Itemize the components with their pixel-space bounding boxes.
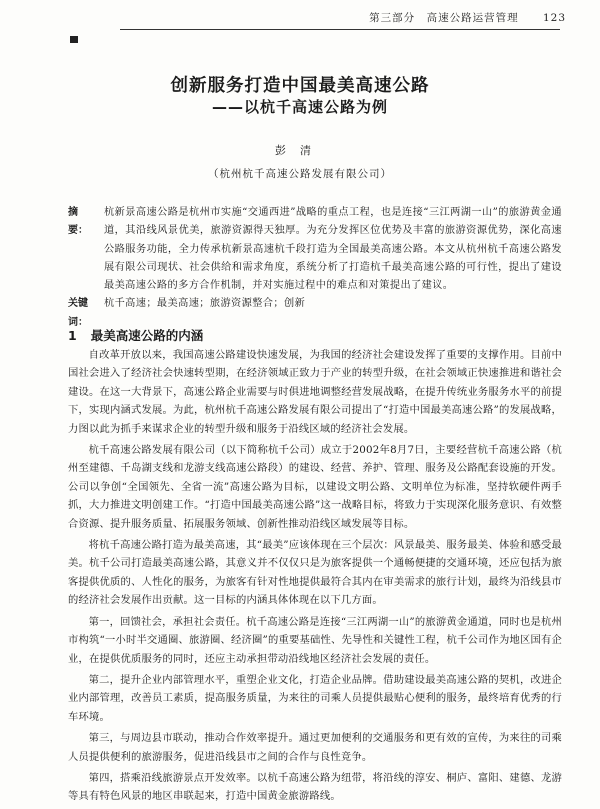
- paragraph: 第三，与周边县市联动，推动合作效率提升。通过更加便利的交通服务和更有效的宣传，为来往的司乘人员提供便利的旅游服务，促进沿线县市之间的合作与良性竞争。: [68, 732, 562, 763]
- running-head-part: 第三部分 高速公路运营管理: [369, 12, 519, 24]
- page-number: 123: [542, 12, 566, 24]
- section-title: 最美高速公路的内涵: [90, 328, 204, 343]
- paper-title: 创新服务打造中国最美高速公路: [170, 76, 430, 96]
- paragraph: 自改革开放以来，我国高速公路建设快速发展，为我国的经济社会建设发挥了重要的支撑作用。目前中国社会进入了经济社会快速转型期，在经济领域正致力于产业的转型升级，在社会领域正快速推进和谐社会建设。在这一大背景下，高速公路企业需要与时俱进地调整经营发展战略，在提升传统业务服务水平的前提下，实现内涵式发展。为此，杭州杭千高速公路发展有限公司提出了“打造中国最美高速公路”的发展战略，力图以此为抓手来谋求企业的转型升级和服务于沿线区域的经济社会发展。: [68, 349, 562, 435]
- keywords-text: 杭千高速；最美高速；旅游资源整合；创新: [104, 298, 306, 310]
- author: 彭清: [275, 144, 325, 157]
- paper-subtitle: ——以杭千高速公路为例: [211, 98, 388, 116]
- abstract: [68, 204, 562, 295]
- paragraph: 第二，提升企业内部管理水平，重塑企业文化，打造企业品牌。借助建设最美高速公路的契机，改进企业内部管理，改善员工素质，提高服务质量，为来往的司乘人员提供最贴心便利的服务，最终培育优秀的行车环境。: [68, 673, 562, 723]
- body-text: [68, 346, 562, 809]
- abstract-block: [68, 204, 562, 332]
- paragraph: 将杭千高速公路打造为最美高速，其“最美”应该体现在三个层次：风景最美、服务最美、体验和感受最美。杭千公司打造最美高速公路，其意义并不仅仅只是为旅客提供一个通畅便捷的交通环境，还应包括为旅客提供优质的、人性化的服务，为旅客有针对性地提供最符合其内在审美需求的旅行计划，最终为沿线县市的经济社会发展作出贡献。这一目标的内涵具体体现在以下几方面。: [68, 539, 562, 607]
- header-rule: [120, 29, 560, 30]
- abstract-text: 杭新景高速公路是杭州市实施“交通西进”战略的重点工程，也是连接“三江两湖一山”的旅游黄金通道，其沿线风景优美，旅游资源得天独厚。为充分发挥区位优势及丰富的旅游资源优势，深化高速公路服务功能，全力传承杭新景高速杭千段打造为全国最美高速公路。本文从杭州杭千高速公路发展有限公司现状、社会供给和需求角度，系统分析了打造杭千最美高速公路的可行性，提出了建设最美高速公路的多方合作机制，并对实施过程中的难点和对策提出了建议。: [104, 207, 562, 292]
- affiliation: （杭州杭千高速公路发展有限公司）: [208, 168, 392, 180]
- running-head: [369, 10, 566, 25]
- paragraph: 第一，回馈社会，承担社会责任。杭千高速公路是连接“三江两湖一山”的旅游黄金通道，同时也是杭州市构筑“一小时半交通圈、旅游圈、经济圈”的重要基础性、先导性和关键性工程，杭千公司作为地区国有企业，在提供优质服务的同时，还应主动承担带动沿线地区经济社会发展的责任。: [68, 615, 562, 665]
- section-heading: [68, 326, 203, 344]
- paragraph: 第四，搭乘沿线旅游景点开发效率。以杭千高速公路为纽带，将沿线的淳安、桐庐、富阳、建德、龙游等具有特色风景的地区串联起来，打造中国黄金旅游路线。: [68, 771, 562, 803]
- scan-mark: [70, 36, 78, 43]
- abstract-label: 摘 要：: [68, 207, 88, 237]
- keywords-label: 关键词：: [68, 298, 88, 328]
- paragraph: 杭千高速公路发展有限公司（以下简称杭千公司）成立于2002年8月7日，主要经营杭千高速公路（杭州至建德、千岛湖支线和龙游支线高速公路段）的建设、经营、养护、管理、服务及公路配套设施的开发。公司以争创“全国领先、全省一流”高速公路为目标，以建设文明公路、文明单位为标准，坚持软硬件两手抓，大力推进文明创建工作。“打造中国最美高速公路”这一战略目标，将致力于实现深化服务意识、有效整合资源、提升服务质量、拓展服务领域、创新性推动沿线区域发展等目标。: [68, 444, 562, 530]
- section-number: 1: [68, 328, 77, 343]
